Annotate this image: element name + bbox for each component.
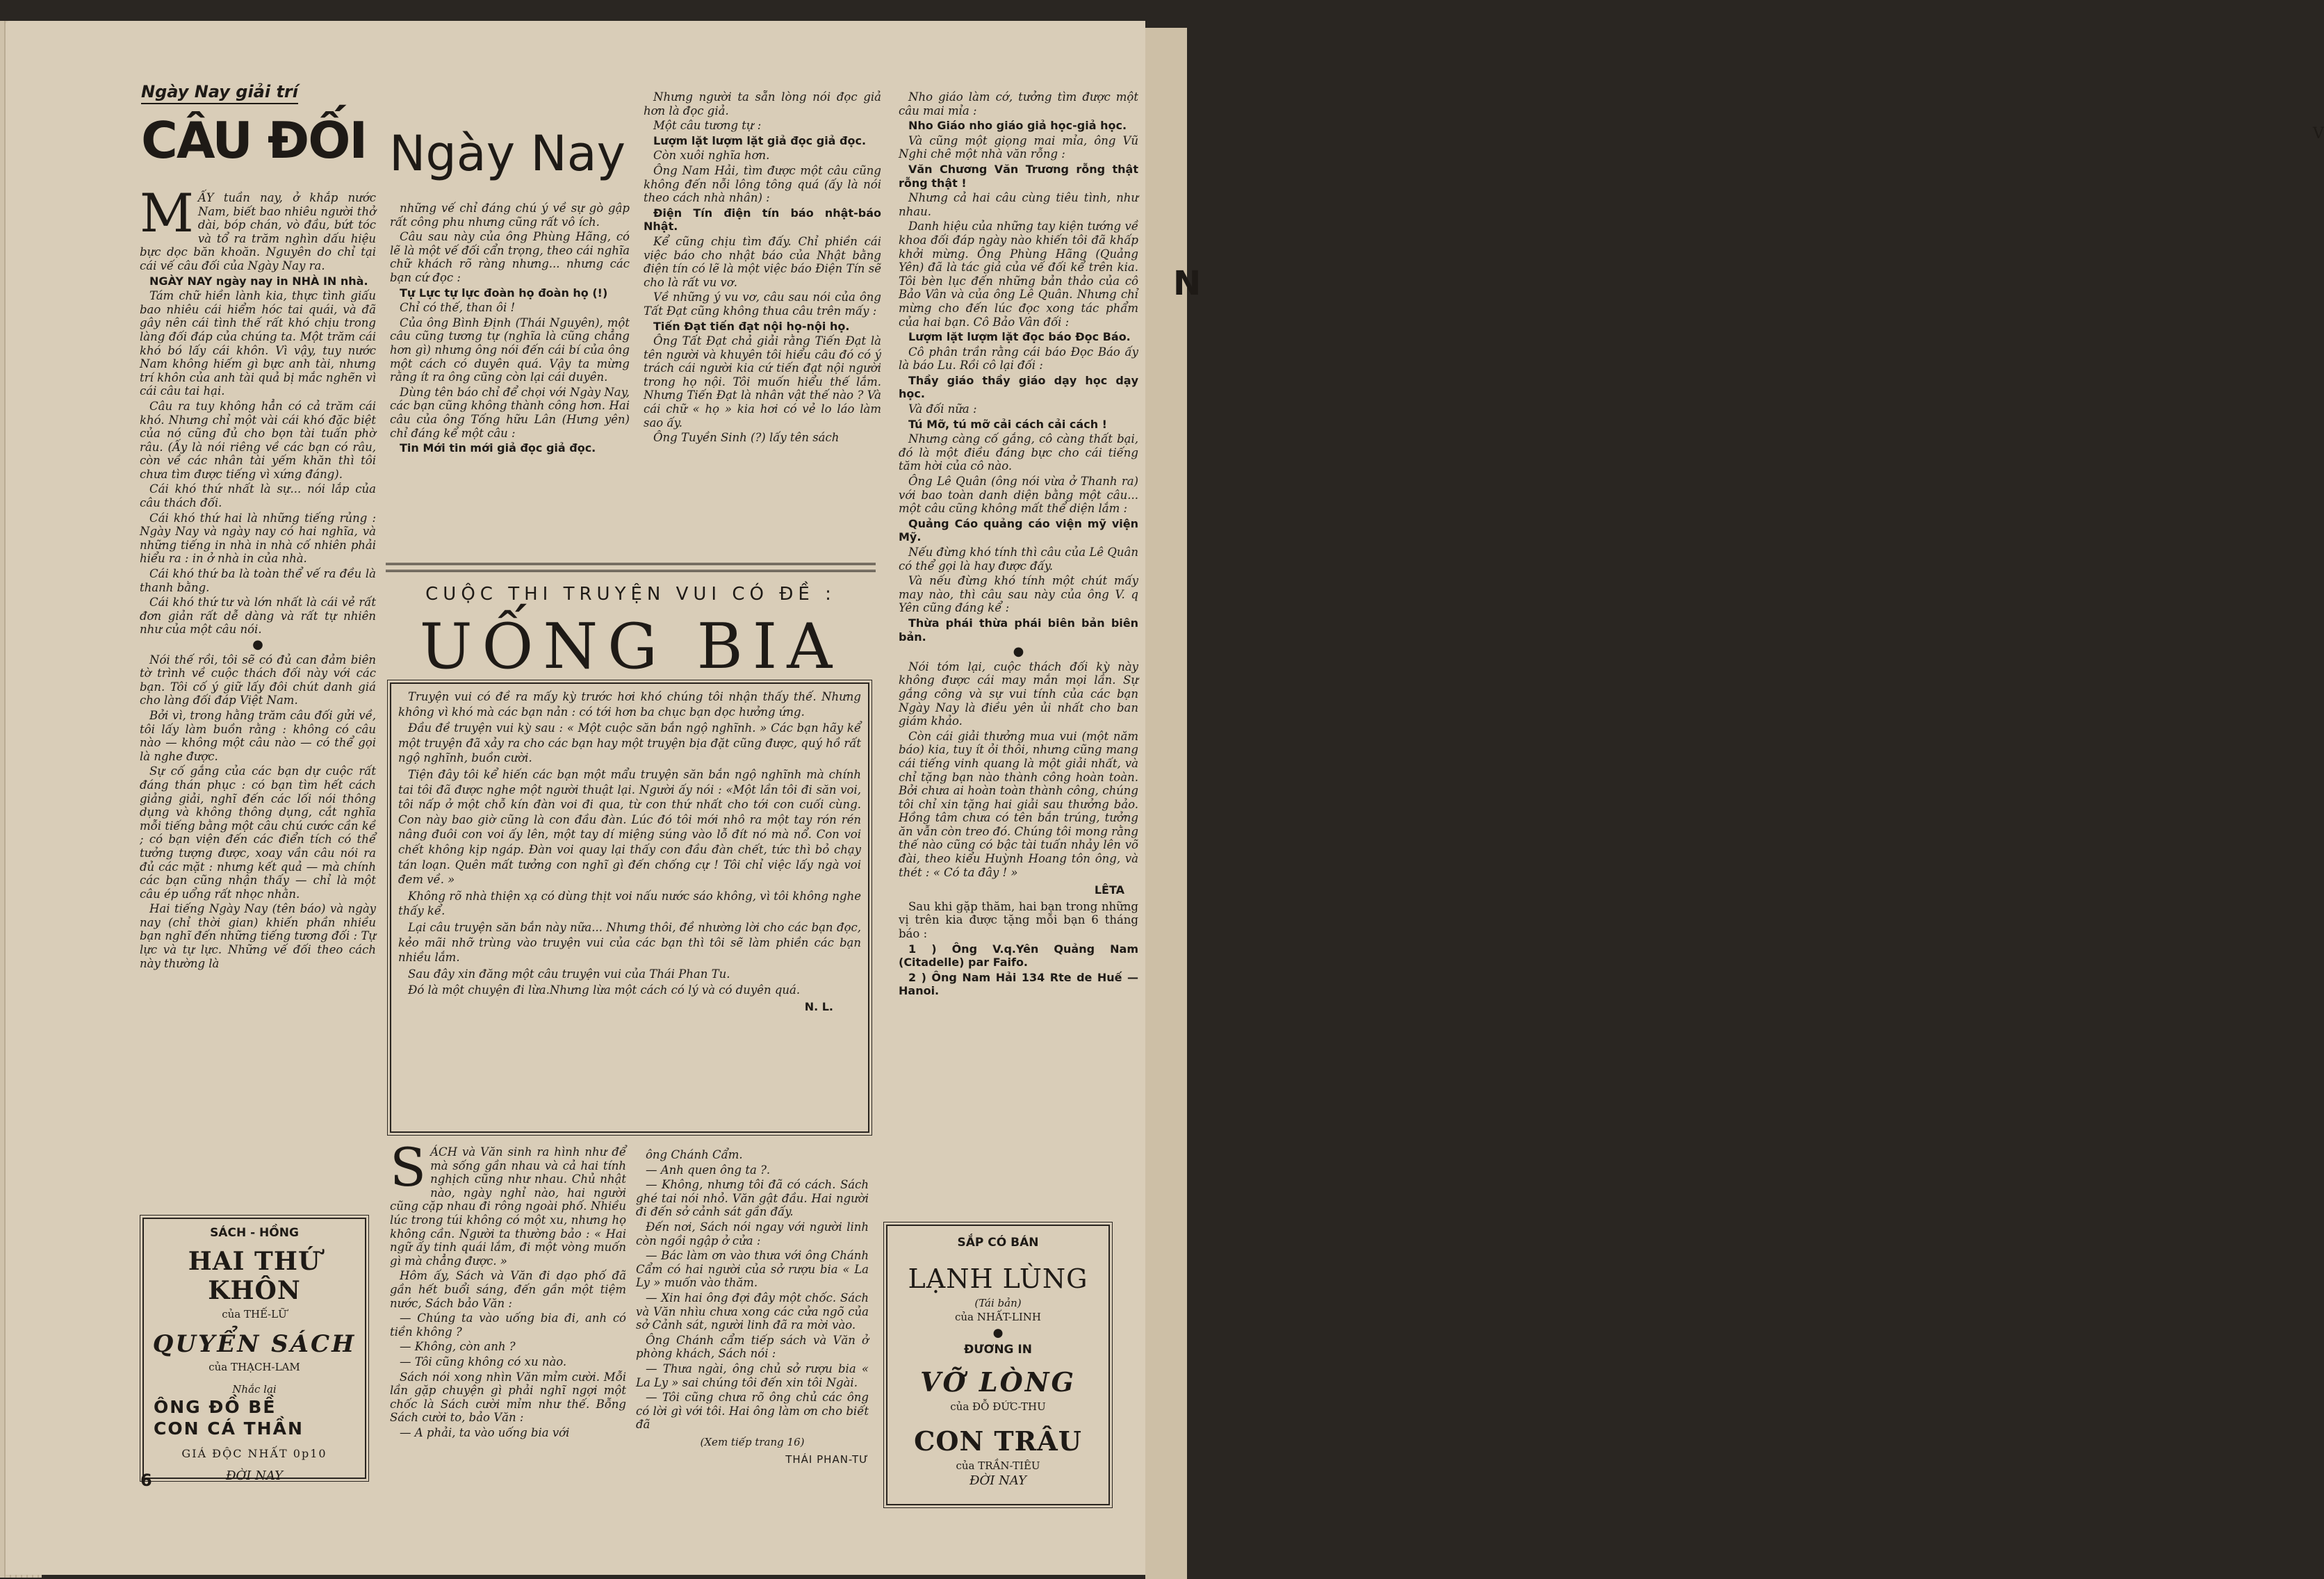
contest-paragraph: Đầu đề truyện vui kỳ sau : « Một cuộc săn bắn ngộ nghĩnh. » Các bạn hãy kể một truyện đã xảy ra cho các bạn hay một truyện bịa đặt cũng được, quý hồ rất ngộ nghĩnh, buồn cười.	[398, 721, 861, 765]
paragraph-text: Danh hiệu của những tay kiện tướng về khoa đối đáp ngày nào khiến tôi đã khấp khởi mừng. Ông Phùng Hãng (Quảng Yên) đã là tác giả của vế đối kể trên kia. Tôi bèn lục đến những bản thảo của cô Bảo Vân và của ông Lê Quân. Nhưng chỉ mừng cho đến lúc đọc xong tác phẩm của hai bạn. Cô Bảo Vân đối :	[899, 220, 1138, 329]
paragraph-text: — Tôi cũng không có xu nào.	[400, 1355, 567, 1368]
contest-paragraph: Truyện vui có đề ra mấy kỳ trước hơi khó chúng tôi nhận thấy thế. Nhưng không vì khó mà các bạn nản : có tới hơn ba chục bạn dọc hưởng ứng.	[398, 690, 861, 719]
paragraph	[644, 149, 881, 163]
paragraph-text: Cái khó thứ hai là những tiếng rủng : Ngày Nay và ngày nay có hai nghĩa, và những tiếng in nhà in nhà cố nhiên phải hiểu ra : in ở nhà in của nhà.	[140, 511, 376, 566]
ad-left-book3a: ÔNG ĐỒ BỀ	[154, 1397, 277, 1417]
contest-paragraph: Đó là một chuyện đi lừa.Nhưng lừa một cách có lý và có duyên quá.	[408, 983, 801, 997]
paragraph	[636, 1178, 869, 1219]
ad-left-publisher: SÁCH - HỒNG	[210, 1226, 299, 1240]
paragraph-text: Bởi vì, trong hằng trăm câu đối gửi về, tôi lấy làm buồn rằng : không có câu nào — không một câu nào — có thể gọi là nghe được.	[140, 708, 376, 763]
paragraph	[899, 942, 1138, 970]
paragraph	[636, 1291, 869, 1332]
paragraph	[140, 596, 376, 637]
paragraph	[140, 482, 376, 509]
paragraph	[644, 164, 881, 205]
paragraph-text: Ông Nam Hải, tìm được một câu cũng không đến nỗi lông tông quá (ấy là nói theo cách nhà nhân) :	[644, 163, 881, 205]
paragraph	[140, 400, 376, 482]
paragraph-text: Và đối nữa :	[908, 402, 977, 416]
paragraph	[644, 320, 881, 334]
paragraph	[140, 709, 376, 763]
paragraph	[140, 653, 376, 707]
page-number: 6	[140, 1471, 152, 1490]
ad-left-footer: ĐỜI NAY	[225, 1468, 284, 1483]
paragraph-text: Thầy giáo thầy giáo dạy học dạy học.	[899, 373, 1138, 401]
paragraph	[899, 330, 1138, 344]
paragraph-text: Văn Chương Văn Trương rỗng thật rỗng thật !	[899, 162, 1138, 190]
paragraph-text: Sau khi gặp thăm, hai bạn trong những vị trên kia được tặng mỗi bạn 6 tháng báo :	[899, 899, 1138, 941]
paragraph	[390, 1136, 626, 1268]
paragraph-text: Một câu tương tự :	[653, 119, 762, 133]
paragraph	[899, 475, 1138, 516]
paragraph-text: Sách nói xong nhìn Văn mỉm cười. Mỗi lần gặp chuyện gì phải nghĩ ngợi một chốc là Sách cười mỉm như thế. Bỗng Sách cười to, bảo Văn :	[390, 1370, 626, 1425]
paragraph-text: Dùng tên báo chỉ để chọi với Ngày Nay, các bạn cũng không thành công hơn. Hai câu của ông Tống hữu Lân (Hưng yên) chỉ đáng kể một câu :	[390, 385, 630, 440]
paragraph-text: Và nếu đừng khó tính một chút mấy may nào, thì câu sau này của ông V. q Yên cũng đáng kể :	[899, 574, 1138, 615]
paragraph-text: Nhưng người ta sẵn lòng nói đọc giả hơn là đọc giả.	[644, 90, 881, 117]
paragraph-text: Lượm lặt lượm lặt giả đọc giả đọc.	[653, 133, 867, 147]
paragraph-text: Tự Lực tự lực đoàn họ đoàn họ (!)	[400, 286, 608, 300]
paragraph-text: Nho Giáo nho giáo giả học-giả học.	[908, 119, 1127, 133]
paragraph-text: Cái khó thứ ba là toàn thể vế ra đều là thanh bằng.	[140, 567, 376, 594]
section-separator	[140, 638, 376, 652]
paragraph-text: ẤY tuần nay, ở khắp nước Nam, biết bao nhiêu người thở dài, bóp chán, vò đầu, bứt tóc và tổ ra trăm nghìn dấu hiệu bực dọc băn khoăn. Nguyên do chỉ tại cái vế câu đối của Ngày Nay ra.	[140, 191, 376, 272]
paragraph-text: — Anh quen ông ta ?.	[646, 1163, 771, 1177]
contest-intro-text	[398, 689, 861, 1014]
paragraph	[899, 432, 1138, 473]
ad-right-author2: của ĐỖ ĐỨC-THU	[950, 1400, 1046, 1413]
paragraph-text: Nho giáo làm cớ, tưởng tìm được một câu mai mỉa :	[899, 90, 1138, 117]
paragraph-text: Cái khó thứ nhất là sự... nói lắp của câu thách đối.	[140, 482, 376, 510]
paragraph-text: 1 ) Ông V.q.Yên Quảng Nam (Citadelle) par Faifo.	[899, 942, 1138, 970]
newspaper-page	[6, 21, 1145, 1575]
ad-left-book1: HAI THỨ KHÔN	[188, 1247, 321, 1305]
paragraph	[390, 230, 630, 284]
paragraph	[390, 316, 630, 384]
paragraph	[644, 134, 881, 148]
book-ad-left	[142, 1218, 366, 1483]
ad-left-author1: của THẾ-LỮ	[222, 1308, 287, 1320]
paragraph	[636, 1334, 869, 1361]
paragraph	[390, 1269, 626, 1310]
paragraph-text: — Không, còn anh ?	[400, 1340, 516, 1354]
paragraph	[644, 334, 881, 429]
book-ad-right	[886, 1225, 1110, 1505]
ad-left-book3b: CON CÁ THẦN	[154, 1418, 304, 1439]
paragraph	[899, 374, 1138, 401]
page-title-light: Ngày Nay	[389, 125, 626, 182]
paragraph	[390, 1340, 626, 1354]
paragraph-text: — Chúng ta vào uống bia đi, anh có tiền không ?	[390, 1311, 626, 1339]
paragraph	[899, 418, 1138, 432]
paragraph	[636, 1362, 869, 1389]
paragraph-text: Chỉ có thế, than ôi !	[400, 301, 516, 315]
paragraph-text: Nói thế rồi, tôi sẽ có đủ can đảm biên tờ trình về cuộc thách đối này với các bạn. Tôi cố ý giữ lấy đôi chút danh giá cho làng đối đáp Việt Nam.	[140, 653, 376, 707]
paragraph	[140, 512, 376, 566]
paragraph	[899, 616, 1138, 644]
paragraph-text: Tin Mới tin mới giả đọc giả đọc.	[400, 441, 596, 455]
ad-left-price: GIÁ ĐỘC NHẤT 0p10	[181, 1447, 327, 1460]
ad-right-book1: LẠNH LÙNG	[908, 1263, 1088, 1294]
paragraph	[899, 402, 1138, 416]
paragraph	[899, 163, 1138, 190]
paragraph-text: Ông Tuyền Sinh (?) lấy tên sách	[653, 431, 840, 445]
paragraph	[644, 90, 881, 117]
story-column-1	[390, 1136, 626, 1441]
ad-left-reprint: Nhắc lại	[232, 1383, 277, 1396]
paragraph	[390, 441, 630, 455]
paragraph-text: Câu sau này của ông Phùng Hãng, có lẽ là một vế đối cẩn trọng, theo cái nghĩa chữ khách rõ ràng nhưng... nhưng các bạn cứ đọc :	[390, 230, 630, 284]
adjacent-page-letter-v: V	[2313, 125, 2324, 142]
story-column-2	[636, 1148, 869, 1467]
paragraph-text: Nhưng càng cố gắng, cô càng thất bại, đó là một điều đáng bực cho cái tiếng tăm hời của cô nào.	[899, 432, 1138, 473]
paragraph	[390, 386, 630, 440]
paragraph-text: Lượm lặt lượm lặt đọc báo Đọc Báo.	[908, 330, 1131, 344]
paragraph	[390, 1311, 626, 1339]
paragraph-text: Về những ý vu vơ, câu sau nói của ông Tất Đạt cũng không thua câu trên mấy :	[644, 291, 881, 318]
paragraph-text: Sự cố gắng của các bạn dự cuộc rất đáng thán phục : có bạn tìm hết cách giảng giải, nghĩ đến các lối nói thông dụng và không thông dụng, cắt nghĩa mỗi tiếng bằng một câu chú cước cần kề ; có bạn viện đến các điển tích có thể tưởng tượng được, xoay vần câu nói ra đủ các mặt : nhưng kết quả — mà chính các bạn cũng nhận thấy — chỉ là một câu ép uổng rất nhọc nhằn.	[140, 764, 376, 901]
article-column-1	[140, 182, 376, 972]
paragraph-text: Của ông Bình Định (Thái Nguyên), một câu cũng tương tự (nghĩa là cũng chẳng hơn gì) nhưng ông nói đến cái bí của ông một cách có duyên quá. Vậy ta mừng rằng ít ra ông cũng còn lại cái duyên.	[390, 316, 630, 384]
paragraph	[644, 291, 881, 318]
contest-paragraph: Tiện đây tôi kể hiến các bạn một mẩu truyện săn bắn ngộ nghĩnh mà chính tai tôi đã được nghe một người thuật lại. Người ấy nói : «Một lần tôi đi săn voi, tôi nấp ở một chỗ kín đàn voi đi qua, từ con thứ nhất cho tới con cuối cùng. Con này bao giờ cũng là con đầu đàn. Lúc đó tôi mới nhô ra một tay rón rén nâng đuôi con voi ấy lên, một tay dí miệng súng vào lỗ đít nó mà nổ. Con voi chết không kịp ngáp. Đàn voi quay lại thấy con đầu đàn chết, tức thì bỏ chạy tán loạn. Quên mất tưởng con nghĩ gì đến chống cự ! Tôi chỉ việc lấy ngà voi đem về. »	[398, 767, 861, 887]
paragraph-text: ●	[252, 637, 263, 652]
paragraph-text: Thừa phái thừa phái biên bản biên bản.	[899, 616, 1138, 644]
paragraph	[644, 206, 881, 234]
contest-heading: CUỘC THI TRUYỆN VUI CÓ ĐỀ :	[425, 584, 836, 605]
paragraph-text: Ông Chánh cẩm tiếp sách và Văn ở phòng khách, Sách nói :	[636, 1333, 869, 1361]
paragraph	[899, 971, 1138, 998]
paragraph-text: Cái khó thứ tư và lớn nhất là cái vẻ rất đơn giản rất dễ dàng và rất tự nhiên như của một câu nói.	[140, 596, 376, 637]
continued-note: (Xem tiếp trang 16)	[700, 1435, 805, 1448]
article-column-4	[899, 90, 1138, 999]
ad-right-bullet: ●	[992, 1326, 1004, 1340]
paragraph-text: Nói tóm lại, cuộc thách đối kỳ này không được cái may mắn mọi lần. Sự gắng công và sự vui tính của các bạn Ngày Nay là điều yên ủi nhất cho ban giám khảo.	[899, 660, 1138, 728]
paragraph	[390, 1371, 626, 1425]
paragraph-text: Và cũng một giọng mai mỉa, ông Vũ Nghi chê một nhà văn rỗng :	[899, 133, 1138, 161]
paragraph	[899, 730, 1138, 880]
paragraph	[899, 900, 1138, 941]
paragraph-text: Đến nơi, Sách nói ngay với người linh còn ngồi ngập ở cửa :	[636, 1220, 869, 1247]
contest-paragraph: Không rõ nhà thiện xạ có dùng thịt voi nấu nước sáo không, vì tôi không nghe thấy kể.	[398, 889, 861, 918]
adjacent-page-letter: N	[1173, 264, 1202, 303]
paragraph-text: Hôm ấy, Sách và Văn đi dạo phố đã gần hết buổi sáng, đến gần một tiệm nước, Sách bảo Văn :	[390, 1269, 626, 1310]
article-signature: LÊTA	[1094, 883, 1124, 897]
paragraph-text: ●	[1013, 644, 1024, 660]
paragraph-text: 2 ) Ông Nam Hải 134 Rte de Huế — Hanoi.	[899, 970, 1138, 998]
paragraph	[140, 902, 376, 970]
contest-signature: N. L.	[804, 999, 833, 1013]
paragraph-text: Ông Tất Đạt chả giải rằng Tiến Đạt là tên người và khuyên tôi hiểu câu đó có ý trách cái người kia cứ tiến đạt nội người trong họ nội. Tôi muốn hiểu thế lắm. Nhưng Tiến Đạt là nhân vật thế nào ? Và cái chữ « họ » kia hơi có vẻ lo láo làm sao ấy.	[644, 334, 881, 429]
paragraph-text: Còn xuôi nghĩa hơn.	[653, 149, 770, 163]
paragraph-text: — Bác làm ơn vào thưa với ông Chánh Cẩm có hai người của sở rượu bia « La Ly » muốn vào thăm.	[636, 1249, 869, 1290]
paragraph	[140, 182, 376, 273]
contest-divider-bottom	[386, 570, 876, 572]
section-kicker: Ngày Nay giải trí	[141, 82, 298, 104]
paragraph-text: Nhưng cả hai câu cùng tiêu tình, như nhau.	[899, 191, 1138, 218]
paragraph-text: — A phải, ta vào uống bia với	[400, 1425, 570, 1439]
paragraph-text: — Thưa ngài, ông chủ sở rượu bia « La Ly » sai chúng tôi đến xin tôi Ngài.	[636, 1361, 869, 1389]
ad-right-edition1: (Tái bản)	[974, 1297, 1022, 1309]
paragraph-text: những vế chỉ đáng chú ý về sự gò gập rất công phu nhưng cũng rất vô ích.	[390, 202, 630, 229]
section-separator	[899, 645, 1138, 659]
paragraph	[636, 1148, 869, 1162]
contest-title: UỐNG BIA	[419, 610, 842, 683]
story-author: THÁI PHAN-TƯ	[785, 1453, 869, 1466]
paragraph	[899, 345, 1138, 373]
paragraph	[899, 191, 1138, 218]
paragraph	[140, 275, 376, 288]
paragraph-text: Nếu đừng khó tính thì câu của Lê Quân có thể gọi là hay được đấy.	[899, 546, 1138, 573]
article-column-3	[644, 90, 881, 446]
ad-right-footer: ĐỜI NAY	[969, 1473, 1027, 1488]
ad-right-printing: ĐƯƠNG IN	[964, 1343, 1032, 1357]
paragraph-text: Kể cũng chịu tìm đấy. Chỉ phiền cái việc báo cho nhật báo của Nhật bằng điện tín có lẽ là một việc báo Điện Tín sẽ cho là rất vu vơ.	[644, 234, 881, 289]
paragraph	[140, 764, 376, 901]
paragraph-text: Tiến Đạt tiến đạt nội họ-nội họ.	[653, 319, 850, 333]
drop-cap: S	[390, 1136, 427, 1198]
paragraph	[899, 660, 1138, 728]
ad-right-author3: của TRẦN-TIÊU	[956, 1459, 1040, 1472]
paragraph-text: ÁCH và Văn sinh ra hình như để mà sống gần nhau và cả hai tính nghịch cũng như nhau. Chủ nhật nào, ngày nghỉ nào, hai người cũng cặp nhau đi rông ngoài phố. Nhiều lúc trong túi không có một xu, nhưng họ không cần. Người ta thường bảo : « Hai ngữ ấy tinh quái lắm, đi một vòng muốn gì mà chẳng được. »	[390, 1145, 626, 1268]
paragraph	[390, 1355, 626, 1369]
article-column-2	[390, 202, 630, 457]
page-title-bold: CÂU ĐỐI	[141, 111, 367, 170]
paragraph-text: — Xin hai ông đợi đây một chốc. Sách và Văn nhìu chưa xong các cửa ngõ của sở Cảnh sát, người linh đã ra mời vào.	[636, 1291, 869, 1332]
paragraph-text: Quảng Cáo quảng cáo viện mỹ viện Mỹ.	[899, 516, 1138, 544]
paragraph	[140, 289, 376, 398]
contest-paragraph: Sau đây xin đăng một câu truyện vui của Thái Phan Tu.	[408, 967, 730, 981]
ad-left-book2: QUYỂN SÁCH	[152, 1330, 357, 1358]
paragraph	[644, 119, 881, 133]
paragraph-text: Tú Mỡ, tú mỡ cải cách cải cách !	[908, 417, 1107, 431]
paragraph	[390, 286, 630, 300]
paragraph-text: Hai tiếng Ngày Nay (tên báo) và ngày nay (chỉ thời gian) khiến phần nhiều bạn nghĩ đến những tiếng tương đối : Tự lực và tự lực. Những vế đối theo cách này thường là	[140, 902, 376, 970]
paragraph-text: Cô phân trần rằng cái báo Đọc Báo ấy là báo Lu. Rồi cô lại đối :	[899, 345, 1138, 373]
paragraph	[899, 119, 1138, 133]
paragraph-text: Ông Lê Quân (ông nói vừa ở Thanh ra) với bao toàn danh diện bằng một câu... một câu cũng không mất thể diện lắm :	[899, 475, 1138, 516]
contest-divider-top	[386, 563, 876, 565]
paragraph	[899, 220, 1138, 329]
paragraph-text: — Tôi cũng chưa rõ ông chủ các ông có lời gì với tôi. Hai ông làm ơn cho biết đã	[636, 1391, 869, 1432]
ad-right-book3: CON TRÂU	[914, 1425, 1082, 1457]
contest-intro-box	[390, 682, 869, 1133]
paragraph	[899, 90, 1138, 117]
paragraph	[390, 301, 630, 315]
paragraph	[644, 431, 881, 445]
ad-left-author2: của THẠCH-LAM	[208, 1361, 300, 1373]
paragraph	[636, 1391, 869, 1432]
paragraph	[390, 1426, 626, 1440]
paragraph	[636, 1163, 869, 1177]
contest-paragraph: Lại câu truyện săn bắn này nữa... Nhưng thôi, đề nhường lời cho các bạn đọc, kẻo mãi nhỡ trùng vào truyện vui của các bạn thì tôi sẽ làm phiền các bạn nhiều lắm.	[398, 920, 861, 965]
paragraph	[899, 574, 1138, 615]
paragraph-text: — Không, nhưng tôi đã có cách. Sách ghé tai nói nhỏ. Văn gật đầu. Hai người đi đến sở cảnh sát gần đấy.	[636, 1178, 869, 1219]
paragraph-text: Tám chữ hiền lành kia, thực tình giấu bao nhiêu cái hiểm hóc tai quái, và đã gây nên cái tình thế rất khó chịu trong làng đối đáp của chúng ta. Một trăm cái khó bó lấy cái khôn. Vì vậy, tuy nước Nam không hiếm gì bực anh tài, nhưng trí khôn của anh tài quả bị mắc nghẽn vì cái câu tai hại.	[140, 289, 376, 398]
adjacent-page	[1145, 28, 2324, 1579]
paragraph	[899, 517, 1138, 544]
ad-right-soon: SẮP CÓ BÁN	[957, 1236, 1039, 1250]
paragraph	[636, 1220, 869, 1247]
paragraph	[636, 1249, 869, 1290]
paragraph-text: NGÀY NAY ngày nay in NHÀ IN nhà.	[149, 274, 368, 288]
paragraph-text: ông Chánh Cẩm.	[646, 1148, 743, 1161]
paragraph	[644, 235, 881, 289]
drop-cap: M	[140, 182, 194, 244]
paragraph	[140, 567, 376, 594]
paragraph	[899, 546, 1138, 573]
ad-right-author1: của NHẤT-LINH	[954, 1311, 1042, 1323]
paragraph	[899, 134, 1138, 161]
paragraph-text: Điện Tín điện tín báo nhật-báo Nhật.	[644, 206, 881, 234]
ad-right-book2: VỠ LÒNG	[920, 1366, 1076, 1398]
paragraph-text: Còn cái giải thưởng mua vui (một năm báo) kia, tuy ít ỏi thôi, nhưng cũng mang cái tiếng vinh quang là một giải nhất, và chỉ tặng bạn nào thành công hoàn toàn. Bởi chưa ai hoàn toàn thành công, chúng tôi chỉ xin tặng hai giải sau thưởng bảo. Hồng tâm chưa có tên bắn trúng, tưởng ăn vẫn còn treo đó. Chúng tôi mong rằng thế nào cũng có bậc tài tuấn nhảy lên võ đài, theo kiểu Huỳnh Hoang tôn ông, và thét : « Có ta đây ! »	[899, 729, 1138, 879]
paragraph-text: Câu ra tuy không hẳn có cả trăm cái khó. Nhưng chỉ một vài cái khó đặc biệt của nó cũng đủ cho bọn tài tuấn phờ râu. (Ấy là nói riêng về các bạn có râu, còn về các nhân tài yếm khăn thì tôi chưa tìm được tiếng vì xứng đáng).	[140, 399, 376, 481]
paragraph	[390, 202, 630, 229]
